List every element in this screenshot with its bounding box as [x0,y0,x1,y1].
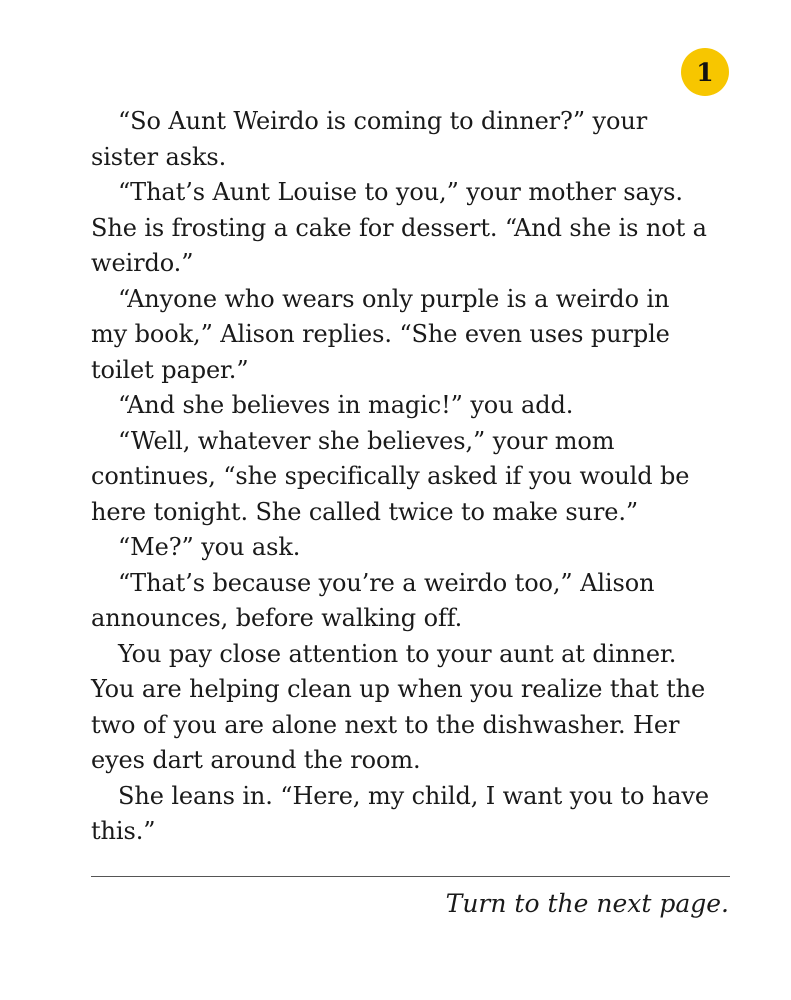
paragraph [91,282,736,389]
text-line: “Anyone who wears only purple is a weirdo in [118,284,670,313]
paragraph [91,530,736,566]
paragraph [91,424,736,531]
page-number-badge: 1 [681,48,729,96]
text-line: weirdo.” [91,249,194,277]
text-line: two of you are alone next to the dishwasher. Her [91,710,680,739]
text-line: “That’s Aunt Louise to you,” your mother says. [118,178,683,206]
text-line: “And she believes in magic!” you add. [118,391,574,419]
paragraph [91,566,736,637]
paragraph [91,388,736,424]
text-line: She leans in. “Here, my child, I want you to have [118,781,709,810]
text-line: eyes dart around the room. [91,746,421,774]
text-line: “Well, whatever she believes,” your mom [118,426,615,455]
turn-page-note: Turn to the next page. [445,889,729,918]
paragraph [91,175,736,282]
text-line: You pay close attention to your aunt at dinner. [118,639,677,668]
paragraph [91,104,736,175]
paragraph [91,779,736,850]
paragraph [91,637,736,779]
divider-rule [91,876,730,877]
text-line: here tonight. She called twice to make sure.” [91,497,639,526]
text-line: She is frosting a cake for dessert. “And she is not a [91,213,707,242]
text-line: continues, “she specifically asked if you would be [91,462,690,490]
text-line: “So Aunt Weirdo is coming to dinner?” your [118,107,648,135]
text-line: this.” [91,817,156,845]
story-text [91,104,736,850]
text-line: toilet paper.” [91,355,249,384]
text-line: announces, before walking off. [91,604,463,632]
text-line: “That’s because you’re a weirdo too,” Alison [118,568,655,597]
text-line: sister asks. [91,142,227,171]
text-line: You are helping clean up when you realize that the [91,675,706,703]
text-line: my book,” Alison replies. “She even uses purple [91,320,670,348]
text-line: “Me?” you ask. [118,533,301,561]
